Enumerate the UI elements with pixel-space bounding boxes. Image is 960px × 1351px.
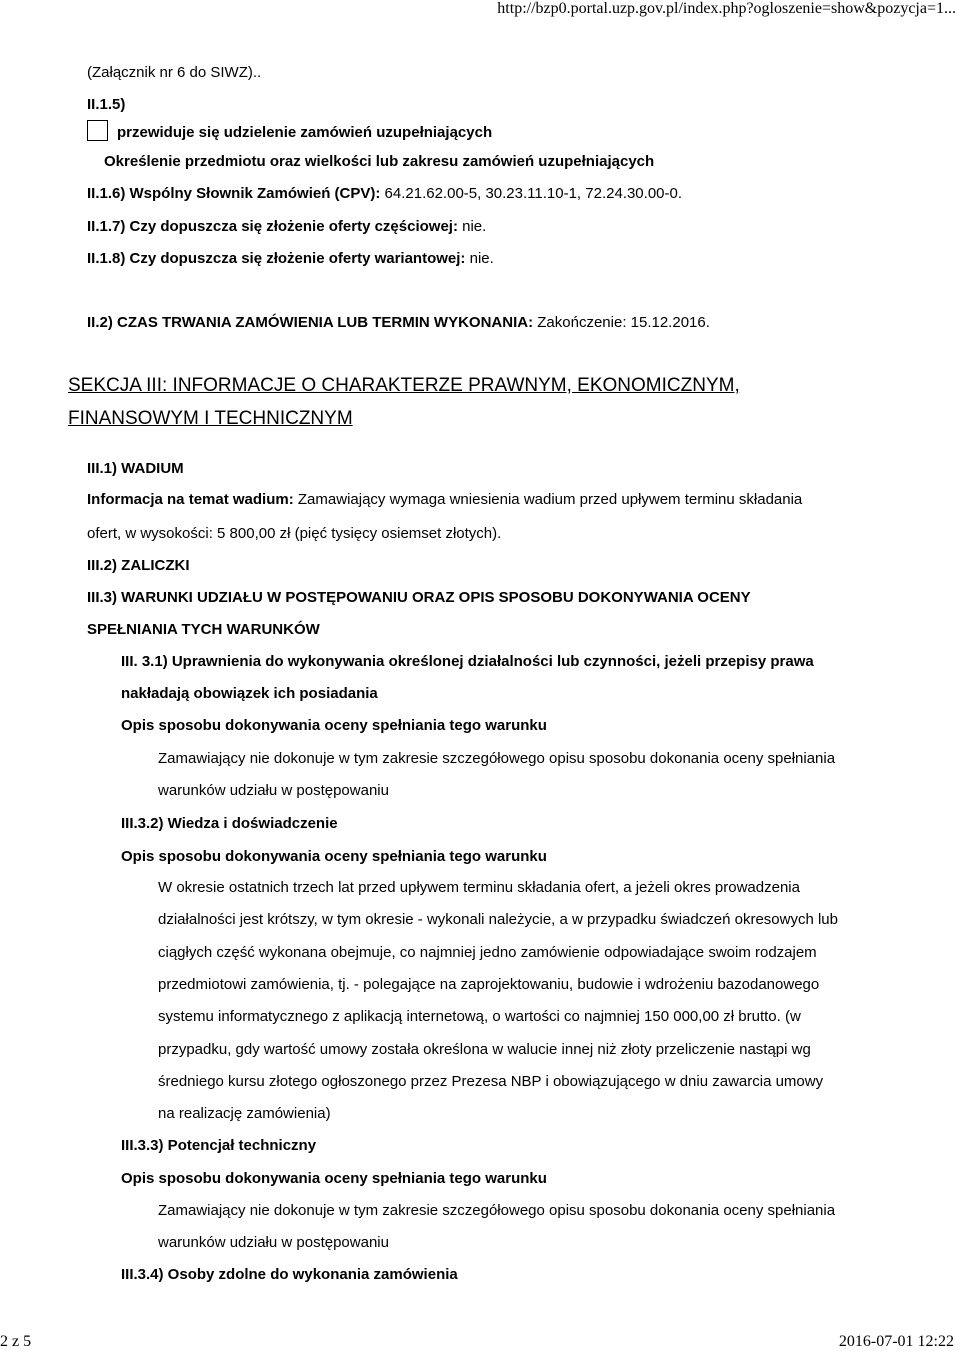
supplementary-orders-checkbox[interactable] bbox=[87, 120, 108, 141]
cpv-row bbox=[87, 185, 682, 203]
wadium-text-line1: Zamawiający wymaga wniesienia wadium przed upływem terminu składania bbox=[297, 491, 803, 508]
wadium-heading: III.1) WADIUM bbox=[87, 460, 184, 477]
advance-heading: III.2) ZALICZKI bbox=[87, 557, 190, 574]
page-url: http://bzp0.portal.uzp.gov.pl/index.php?ogloszenie=show&pozycja=1... bbox=[497, 0, 956, 17]
cpv-label: II.1.6) Wspólny Słownik Zamówień (CPV): bbox=[87, 185, 381, 202]
partial-offer-value: nie. bbox=[462, 218, 487, 235]
c32-desc-line: W okresie ostatnich trzech lat przed upływem terminu składania ofert, a jeżeli okres prowadzenia bbox=[158, 879, 800, 896]
c31-desc-line2: warunków udziału w postępowaniu bbox=[158, 782, 389, 799]
c32-desc-line: na realizację zamówienia) bbox=[158, 1105, 331, 1122]
conditions-heading-line1: III.3) WARUNKI UDZIAŁU W POSTĘPOWANIU ORAZ OPIS SPOSOBU DOKONYWANIA OCENY bbox=[87, 589, 751, 606]
section-iii-heading-line2[interactable]: FINANSOWYM I TECHNICZNYM bbox=[68, 408, 353, 429]
attachment-note: (Załącznik nr 6 do SIWZ).. bbox=[87, 64, 262, 81]
duration-label: II.2) CZAS TRWANIA ZAMÓWIENIA LUB TERMIN WYKONANIA: bbox=[87, 314, 534, 331]
c33-desc-line1: Zamawiający nie dokonuje w tym zakresie szczegółowego opisu sposobu dokonania oceny spełniania bbox=[158, 1202, 836, 1219]
variant-offer-label: II.1.8) Czy dopuszcza się złożenie oferty wariantowej: bbox=[87, 250, 466, 267]
c32-desc-line: ciągłych część wykonana obejmuje, co najmniej jedno zamówienie odpowiadające swoim rodzajem bbox=[158, 944, 817, 961]
c34-heading: III.3.4) Osoby zdolne do wykonania zamówienia bbox=[121, 1266, 458, 1283]
c31-heading-line1: III. 3.1) Uprawnienia do wykonywania określonej działalności lub czynności, jeżeli przepisy prawa bbox=[121, 653, 814, 670]
c32-heading: III.3.2) Wiedza i doświadczenie bbox=[121, 815, 338, 832]
partial-offer-label: II.1.7) Czy dopuszcza się złożenie oferty częściowej: bbox=[87, 218, 458, 235]
conditions-heading-line2: SPEŁNIANIA TYCH WARUNKÓW bbox=[87, 621, 320, 638]
wadium-text-line2: ofert, w wysokości: 5 800,00 zł (pięć tysięcy osiemset złotych). bbox=[87, 525, 502, 542]
supplementary-scope: Określenie przedmiotu oraz wielkości lub zakresu zamówień uzupełniających bbox=[104, 153, 655, 170]
c32-desc-line: średniego kursu złotego ogłoszonego przez Prezesa NBP i obowiązującego w dniu zawarcia umowy bbox=[158, 1073, 824, 1090]
supplementary-checkbox-label: przewiduje się udzielenie zamówień uzupełniających bbox=[117, 124, 493, 141]
c31-desc-label: Opis sposobu dokonywania oceny spełniania tego warunku bbox=[121, 717, 547, 734]
c33-heading: III.3.3) Potencjał techniczny bbox=[121, 1137, 317, 1154]
c33-desc-line2: warunków udziału w postępowaniu bbox=[158, 1234, 389, 1251]
section-iii-heading-line1[interactable]: SEKCJA III: INFORMACJE O CHARAKTERZE PRAWNYM, EKONOMICZNYM, bbox=[68, 375, 740, 396]
section-ii-1-5: II.1.5) bbox=[87, 96, 126, 113]
variant-offer-value: nie. bbox=[469, 250, 494, 267]
wadium-row bbox=[87, 491, 802, 509]
page-number: 2 z 5 bbox=[0, 1333, 32, 1350]
c32-desc-line: przypadku, gdy wartość umowy została określona w walucie innej niż złoty przeliczenie nastąpi wg bbox=[158, 1041, 811, 1058]
partial-offer-row bbox=[87, 218, 486, 236]
duration-value: Zakończenie: 15.12.2016. bbox=[537, 314, 710, 331]
c32-desc-line: przedmiotowi zamówienia, tj. - polegające na zaprojektowaniu, budowie i wdrożeniu bazodanowego bbox=[158, 976, 820, 993]
print-datetime: 2016-07-01 12:22 bbox=[838, 1333, 954, 1350]
c31-desc-line1: Zamawiający nie dokonuje w tym zakresie szczegółowego opisu sposobu dokonania oceny spełniania bbox=[158, 750, 836, 767]
c31-heading-line2: nakładają obowiązek ich posiadania bbox=[121, 685, 378, 702]
c32-desc-label: Opis sposobu dokonywania oceny spełniania tego warunku bbox=[121, 848, 547, 865]
cpv-value: 64.21.62.00-5, 30.23.11.10-1, 72.24.30.00-0. bbox=[384, 185, 683, 202]
variant-offer-row bbox=[87, 250, 494, 268]
wadium-label: Informacja na temat wadium: bbox=[87, 491, 294, 508]
duration-row bbox=[87, 314, 710, 332]
c33-desc-label: Opis sposobu dokonywania oceny spełniania tego warunku bbox=[121, 1170, 547, 1187]
c32-desc-line: systemu informatycznego z aplikacją internetową, o wartości co najmniej 150 000,00 zł brutto. (w bbox=[158, 1008, 801, 1025]
c32-desc-line: działalności jest krótszy, w tym okresie - wykonali należycie, a w przypadku świadczeń okresowych lub bbox=[158, 911, 838, 928]
